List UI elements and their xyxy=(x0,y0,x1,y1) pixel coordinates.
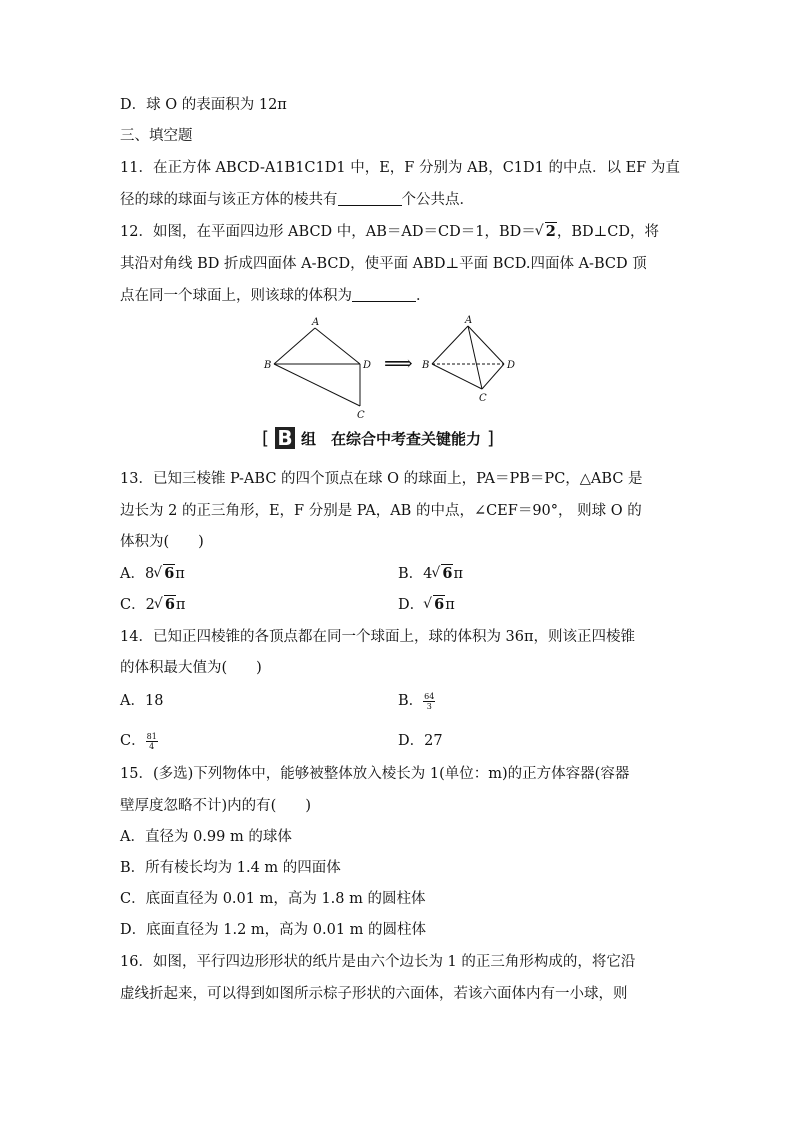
sqrt-expression: √ 2 xyxy=(536,222,557,242)
fraction: $\frac{81}{4}$ xyxy=(146,731,157,751)
label-a: A xyxy=(465,315,473,326)
label-a: A xyxy=(312,317,320,328)
q13-line1: 13．已知三棱锥 P-ABC 的四个顶点在球 O 的球面上，PA＝PB＝PC，△ABC 是 xyxy=(120,471,643,487)
label-b: B xyxy=(422,360,430,371)
q13-option-a: A．8√ 6π xyxy=(120,564,185,584)
q14-option-a: A．18 xyxy=(120,693,164,709)
sqrt-expression: √ 6 xyxy=(432,564,453,584)
q15-option-c: C．底面直径为 0.01 m，高为 1.8 m 的圆柱体 xyxy=(120,891,426,907)
section-fill-in-title: 三、填空题 xyxy=(120,128,193,144)
fraction: $\frac{64}{3}$ xyxy=(424,691,435,711)
q13-option-b: B．4√ 6π xyxy=(398,564,463,584)
q12-text: 12．如图，在平面四边形 ABCD 中，AB＝AD＝CD＝1，BD＝ xyxy=(120,224,536,240)
q12-text-end: ，BD⊥CD，将 xyxy=(556,224,659,240)
edge-ab xyxy=(432,326,468,364)
q14-option-d: D．27 xyxy=(398,733,443,749)
q14-option-c: C． $\frac{81}{4}$ xyxy=(120,731,157,751)
edge-ad xyxy=(315,328,360,364)
section-b-title: 组 在综合中考查关键能力 xyxy=(301,429,482,448)
tetrahedron-figure xyxy=(432,326,504,389)
quadrilateral-figure xyxy=(274,328,360,406)
label-c: C xyxy=(479,393,487,404)
answer-blank xyxy=(338,191,402,206)
option-d-previous: D．球 O 的表面积为 12π xyxy=(120,97,287,113)
q11-text-end: 个公共点． xyxy=(401,192,474,208)
label-c: C xyxy=(357,410,365,421)
q14-option-b: B． $\frac{64}{3}$ xyxy=(398,691,435,711)
q16-line2: 虚线折起来，可以得到如图所示棕子形状的六面体，若该六面体内有一小球，则 xyxy=(120,986,628,1002)
sqrt-expression: √ 6 xyxy=(424,595,445,615)
q15-option-b: B．所有棱长均为 1.4 m 的四面体 xyxy=(120,860,341,876)
bracket-left: [ xyxy=(262,427,270,449)
q11-line1: 11．在正方体 ABCD-A1B1C1D1 中，E，F 分别为 AB，C1D1 的中点．以 EF 为直 xyxy=(120,160,680,176)
arrow-icon: ⟹ xyxy=(384,351,413,375)
group-b-badge: B xyxy=(275,427,295,449)
q14-line1: 14．已知正四棱锥的各顶点都在同一个球面上，球的体积为 36π，则该正四棱锥 xyxy=(120,629,636,645)
q16-line1: 16．如图，平行四边形形状的纸片是由六个边长为 1 的正三角形构成的，将它沿 xyxy=(120,954,636,970)
q11-text: 径的球的球面与该正方体的棱共有 xyxy=(120,192,338,208)
q13-option-c: C．2√ 6π xyxy=(120,595,185,615)
q13-line2: 边长为 2 的正三角形，E，F 分别是 PA，AB 的中点，∠CEF＝90°， 则球 O 的 xyxy=(120,503,642,519)
q12-line3: 点在同一个球面上，则该球的体积为 ． xyxy=(120,288,431,304)
fold-figure xyxy=(260,312,540,424)
q15-option-a: A．直径为 0.99 m 的球体 xyxy=(120,829,292,845)
sqrt-expression: √ 6 xyxy=(155,595,176,615)
edge-ab xyxy=(274,328,315,364)
q13-line3: 体积为( ) xyxy=(120,534,204,550)
label-d: D xyxy=(507,360,516,371)
q12-text: 点在同一个球面上，则该球的体积为 xyxy=(120,288,352,304)
edge-bc xyxy=(274,364,360,406)
label-d: D xyxy=(363,360,372,371)
q15-line2: 壁厚度忽略不计)内的有( ) xyxy=(120,798,311,814)
q13-option-d: D．√ 6π xyxy=(398,595,455,615)
q14-line2: 的体积最大值为( ) xyxy=(120,660,262,676)
label-b: B xyxy=(264,360,272,371)
q15-line1: 15．(多选)下列物体中，能够被整体放入棱长为 1(单位：m)的正方体容器(容器 xyxy=(120,766,630,782)
answer-blank xyxy=(352,287,416,302)
bracket-right: ] xyxy=(487,427,495,449)
edge-bc xyxy=(432,364,482,389)
q12-line1 xyxy=(120,222,659,242)
section-b-header xyxy=(262,427,494,449)
edge-dc xyxy=(482,364,504,389)
q15-option-d: D．底面直径为 1.2 m，高为 0.01 m 的圆柱体 xyxy=(120,922,427,938)
q11-line2 xyxy=(120,190,474,210)
q12-line2: 其沿对角线 BD 折成四面体 A-BCD，使平面 ABD⊥平面 BCD.四面体 A-BCD 顶 xyxy=(120,256,647,272)
edge-ad xyxy=(468,326,504,364)
edge-ac xyxy=(468,326,482,389)
sqrt-expression: √ 6 xyxy=(154,564,175,584)
